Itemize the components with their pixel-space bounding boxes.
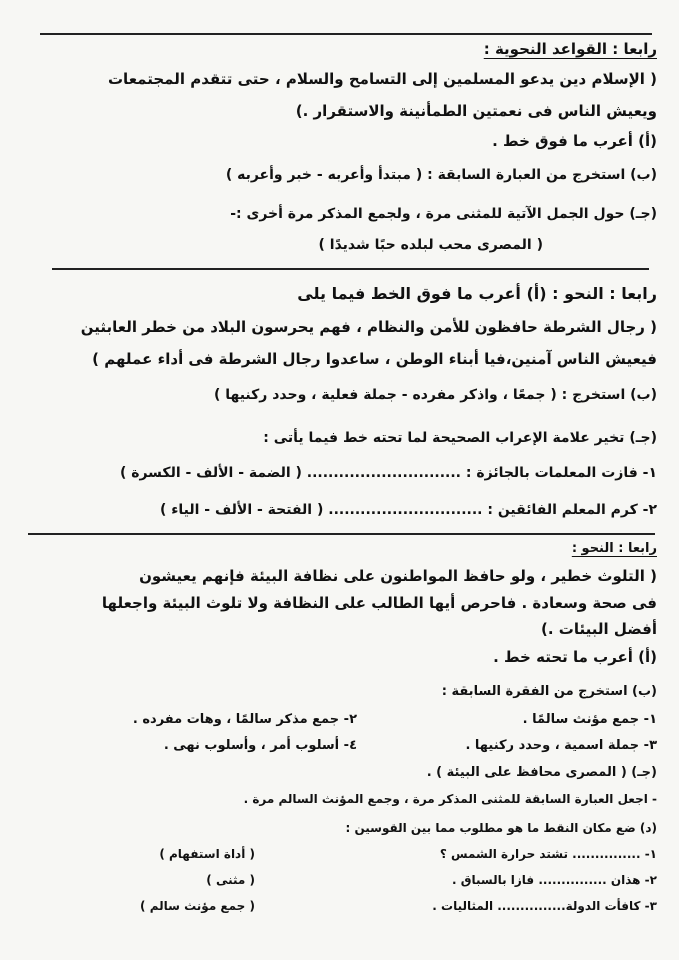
- section1-question-b: (ب) استخرج من العبارة السابقة : ( مبتدأ وأعربه - خبر وأعربه ): [225, 167, 657, 183]
- section3-b-item-1: ١- جمع مؤنث سالمًا .: [522, 712, 657, 727]
- section2-passage-line2: فيعيش الناس آمنين،فيا أبناء الوطن ، ساعدوا رجال الشرطة فى أداء عملهم ): [92, 350, 657, 368]
- section1-question-a: (أ) أعرب ما فوق خط .: [492, 132, 657, 150]
- section3-question-b: (ب) استخرج من الفقرة السابقة :: [441, 684, 657, 699]
- section3-question-c: (جـ) ( المصرى محافظ على البيئة ) .: [426, 765, 657, 780]
- section2-passage-line1: ( رجال الشرطة حافظون للأمن والنظام ، فهم يحرسون البلاد من خطر العابثين: [80, 318, 657, 336]
- section3-question-d: (د) ضع مكان النقط ما هو مطلوب مما بين القوسين :: [345, 821, 657, 835]
- top-rule: [40, 33, 652, 35]
- section3-b-item-3: ٣- جملة اسمية ، وحدد ركنيها .: [465, 738, 657, 753]
- section-divider-2: [28, 533, 655, 535]
- section3-d-item-2-hint: ( مثنى ): [206, 873, 255, 887]
- section3-b-item-2: ٢- جمع مذكر سالمًا ، وهات مفرده .: [132, 712, 357, 727]
- section3-passage-line3: أفضل البيئات .): [541, 620, 657, 638]
- section3-d-item-3-hint: ( جمع مؤنث سالم ): [140, 899, 255, 913]
- section3-b-item-4: ٤- أسلوب أمر ، وأسلوب نهى .: [163, 738, 357, 753]
- section2-title: رابعا : النحو : (أ) أعرب ما فوق الخط فيما يلى: [297, 284, 657, 303]
- section3-d-item-1: ١- ............... تشتد حرارة الشمس ؟: [439, 847, 657, 861]
- section3-d-item-1-hint: ( أداة استفهام ): [159, 847, 255, 861]
- section1-passage-line1: ( الإسلام دين يدعو المسلمين إلى التسامح والسلام ، حتى تتقدم المجتمعات: [107, 70, 657, 88]
- section2-question-c: (جـ) تخير علامة الإعراب الصحيحة لما تحته خط فيما يأتى :: [263, 430, 657, 446]
- section2-item-2: ٢- كرم المعلم الفائقين : ............................. ( الفتحة - الألف - الياء ): [159, 502, 657, 518]
- section1-question-c: (جـ) حول الجمل الآتية للمثنى مرة ، ولجمع المذكر مرة أخرى :-: [230, 206, 657, 222]
- section3-d-item-3: ٣- كافأت الدولة............... المثاليات .: [432, 899, 657, 913]
- section3-passage-line1: ( التلوث خطير ، ولو حافظ المواطنون على نظافة البيئة فإنهم يعيشون: [139, 567, 657, 585]
- section3-title: رابعا : النحو :: [571, 541, 657, 556]
- section3-passage-line2: فى صحة وسعادة . فاحرص أيها الطالب على النظافة ولا تلوث البيئة واجعلها: [101, 594, 657, 612]
- section3-question-a: (أ) أعرب ما تحته خط .: [493, 648, 657, 666]
- section1-passage-line2: ويعيش الناس فى نعمتين الطمأنينة والاستقرار .): [295, 102, 657, 120]
- section3-question-c-instruction: - اجعل العبارة السابقة للمثنى المذكر مرة ، وجمع المؤنث السالم مرة .: [243, 792, 657, 806]
- section2-question-b: (ب) استخرج : ( جمعًا ، واذكر مفرده - جملة فعلية ، وحدد ركنيها ): [213, 387, 657, 403]
- section-divider-1: [52, 268, 649, 270]
- section2-item-1: ١- فازت المعلمات بالجائزة : ............................. ( الضمة - الألف - الكسرة ): [119, 465, 657, 481]
- section1-title: رابعا : القواعد النحوية :: [483, 40, 657, 58]
- section3-d-item-2: ٢- هذان ............... فازا بالسباق .: [452, 873, 657, 887]
- section1-question-c-sentence: ( المصرى محب لبلده حبًا شديدًا ): [318, 237, 543, 253]
